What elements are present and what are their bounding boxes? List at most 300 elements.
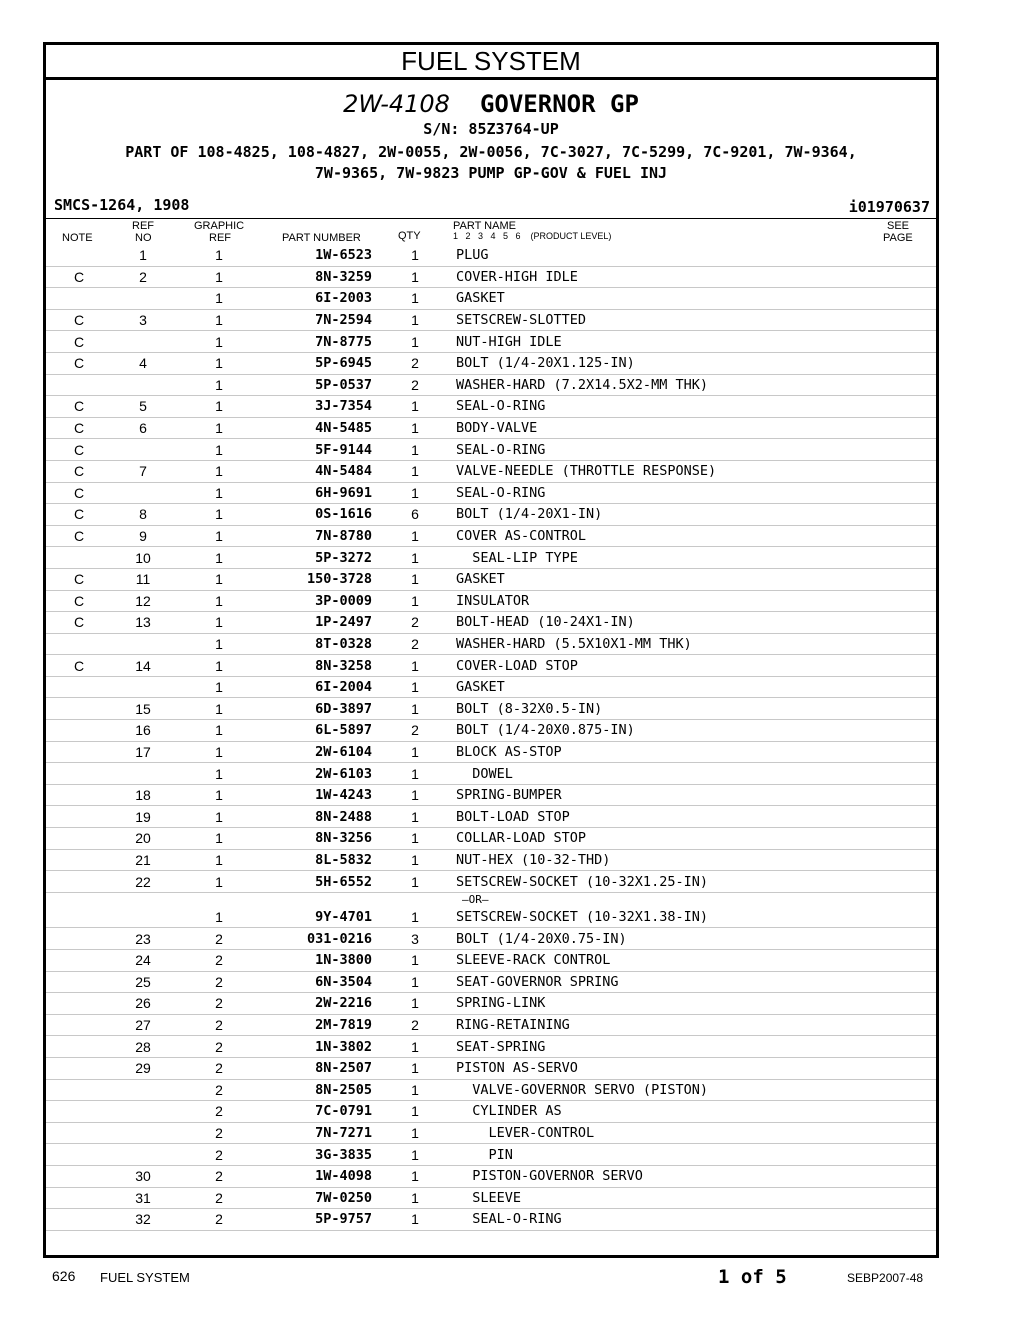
cell-ref-no [112,676,174,698]
cell-graphic-ref: 1 [174,504,264,526]
cell-note: C [46,439,112,461]
parts-table [46,245,936,1231]
cell-ref-no: 25 [112,971,174,993]
table-row [46,245,936,266]
cell-part-name: NUT-HEX (10-32-THD) [456,849,936,871]
footer-section: FUEL SYSTEM [100,1270,190,1285]
cell-part-name: BOLT (1/4-20X1.125-IN) [456,352,936,374]
cell-qty: 1 [374,784,456,806]
cell-part-number: 2W-2216 [264,993,374,1015]
cell-ref-no: 14 [112,655,174,677]
cell-note [46,907,112,928]
cell-qty: 2 [374,374,456,396]
table-row [46,1101,936,1123]
cell-graphic-ref: 2 [174,993,264,1015]
table-row [46,993,936,1015]
cell-part-number: 3J-7354 [264,396,374,418]
cell-graphic-ref: 1 [174,288,264,310]
cell-part-number: 5H-6552 [264,871,374,893]
cell-part-number: 5F-9144 [264,439,374,461]
cell-note [46,1079,112,1101]
cell-graphic-ref: 1 [174,849,264,871]
cell-or-label: —OR— [462,893,489,907]
cell-note [46,1209,112,1231]
cell-note: C [46,568,112,590]
cell-graphic-ref: 1 [174,784,264,806]
col-ref-bottom: NO [135,232,152,244]
cell-note [46,784,112,806]
cell-note: C [46,612,112,634]
cell-qty: 1 [374,288,456,310]
cell-note [46,288,112,310]
cell-graphic-ref: 2 [174,1036,264,1058]
cell-note [46,763,112,785]
table-row [46,1057,936,1079]
cell-graphic-ref: 2 [174,1144,264,1166]
table-row [46,720,936,742]
cell-note [46,1144,112,1166]
cell-ref-no: 16 [112,720,174,742]
cell-qty: 1 [374,245,456,266]
cell-part-name: SETSCREW-SLOTTED [456,309,936,331]
cell-note [46,633,112,655]
cell-qty: 1 [374,907,456,928]
cell-ref-no: 18 [112,784,174,806]
table-row [46,806,936,828]
cell-qty: 1 [374,676,456,698]
cell-note: C [46,590,112,612]
cell-ref-no: 11 [112,568,174,590]
cell-qty: 1 [374,828,456,850]
cell-part-number: 9Y-4701 [264,907,374,928]
cell-part-name: GASKET [456,288,936,310]
cell-graphic-ref: 1 [174,396,264,418]
cell-qty: 1 [374,266,456,288]
smcs-row [46,196,936,218]
cell-part-name: BOLT (8-32X0.5-IN) [456,698,936,720]
smcs-code: SMCS-1264, 1908 [54,196,190,214]
cell-note: C [46,655,112,677]
table-row [46,907,936,928]
cell-ref-no [112,374,174,396]
cell-graphic-ref: 1 [174,525,264,547]
cell-note: C [46,309,112,331]
cell-qty: 1 [374,417,456,439]
cell-part-name: SEAT-SPRING [456,1036,936,1058]
cell-ref-no: 5 [112,396,174,418]
col-product-levels: 1 2 3 4 5 6 (PRODUCT LEVEL) [453,231,612,241]
cell-part-number: 1N-3802 [264,1036,374,1058]
cell-qty: 1 [374,525,456,547]
cell-qty: 1 [374,309,456,331]
cell-graphic-ref: 2 [174,1014,264,1036]
cell-part-name: SPRING-LINK [456,993,936,1015]
cell-part-name: BOLT-HEAD (10-24X1-IN) [456,612,936,634]
table-row [46,374,936,396]
cell-part-name: BLOCK AS-STOP [456,741,936,763]
cell-part-number: 3P-0009 [264,590,374,612]
cell-qty: 1 [374,741,456,763]
cell-part-number: 4N-5484 [264,460,374,482]
cell-part-number: 8L-5832 [264,849,374,871]
table-row [46,633,936,655]
cell-note [46,950,112,972]
cell-part-number: 5P-3272 [264,547,374,569]
cell-gref [174,892,264,907]
cell-part-name: PIN [456,1144,936,1166]
cell-part-name: VALVE-GOVERNOR SERVO (PISTON) [456,1079,936,1101]
cell-note [46,720,112,742]
cell-ref-no: 3 [112,309,174,331]
cell-qty: 2 [374,1014,456,1036]
cell-note [46,698,112,720]
cell-graphic-ref: 2 [174,1209,264,1231]
cell-part-number: 8T-0328 [264,633,374,655]
cell-qty: 1 [374,763,456,785]
table-row [46,590,936,612]
cell-graphic-ref: 1 [174,590,264,612]
cell-graphic-ref: 1 [174,568,264,590]
cell-part-name: SEAL-O-RING [456,439,936,461]
cell-note: C [46,482,112,504]
cell-part-number: 6N-3504 [264,971,374,993]
table-row [46,676,936,698]
cell-note: C [46,352,112,374]
serial-number: S/N: 85Z3764-UP [423,120,559,138]
table-row [46,331,936,353]
cell-qty: 1 [374,1165,456,1187]
cell-ref-no: 21 [112,849,174,871]
cell-graphic-ref: 1 [174,309,264,331]
cell-ref-no: 2 [112,266,174,288]
cell-qty: 1 [374,1209,456,1231]
table-row [46,741,936,763]
table-row [46,396,936,418]
cell-ref-no: 1 [112,245,174,266]
cell-part-name: SEAL-LIP TYPE [456,547,936,569]
cell-part-number: 8N-3256 [264,828,374,850]
footer-page-of: 1 of 5 [718,1266,787,1288]
group-heading [46,90,936,118]
cell-note [46,245,112,266]
cell-ref-no [112,633,174,655]
cell-graphic-ref: 1 [174,907,264,928]
table-row [46,266,936,288]
cell-graphic-ref: 2 [174,1165,264,1187]
cell-qty [374,892,456,907]
cell-ref-no [112,1144,174,1166]
table-row [46,504,936,526]
cell-note: C [46,417,112,439]
cell-note: C [46,460,112,482]
cell-graphic-ref: 1 [174,741,264,763]
cell-note [46,1101,112,1123]
cell-part-name: SETSCREW-SOCKET (10-32X1.25-IN) [456,871,936,893]
cell-part-number: 8N-2507 [264,1057,374,1079]
cell-part-number: 2W-6103 [264,763,374,785]
cell-ref-no [112,1122,174,1144]
cell-graphic-ref: 1 [174,352,264,374]
cell-qty: 1 [374,655,456,677]
col-part-name: PART NAME [453,220,516,232]
cell-part-number: 3G-3835 [264,1144,374,1166]
table-row [46,1165,936,1187]
cell-graphic-ref: 1 [174,871,264,893]
cell-ref-no: 4 [112,352,174,374]
cell-qty: 2 [374,612,456,634]
cell-note [46,1057,112,1079]
cell-qty: 1 [374,950,456,972]
cell-qty: 1 [374,1057,456,1079]
cell-ref-no: 20 [112,828,174,850]
cell-ref-no: 6 [112,417,174,439]
cell-graphic-ref: 1 [174,720,264,742]
cell-qty: 2 [374,720,456,742]
cell-graphic-ref: 2 [174,1057,264,1079]
cell-part-number: 6I-2004 [264,676,374,698]
cell-note [46,1122,112,1144]
cell-part-name: SEAL-O-RING [456,482,936,504]
cell-part-name: SEAL-O-RING [456,396,936,418]
cell-note: C [46,504,112,526]
cell-graphic-ref: 1 [174,439,264,461]
cell-part-name: SLEEVE [456,1187,936,1209]
cell-qty: 2 [374,633,456,655]
cell-graphic-ref: 1 [174,417,264,439]
table-row [46,950,936,972]
table-row [46,547,936,569]
table-row [46,871,936,893]
cell-graphic-ref: 2 [174,1079,264,1101]
cell-ref-no: 9 [112,525,174,547]
cell-ref-no [112,331,174,353]
cell-graphic-ref: 1 [174,460,264,482]
cell-graphic-ref: 1 [174,547,264,569]
cell-part-name: INSULATOR [456,590,936,612]
cell-note [46,741,112,763]
cell-part-number: 1W-6523 [264,245,374,266]
cell-note [46,1165,112,1187]
part-of-line-2: 7W-9365, 7W-9823 PUMP GP-GOV & FUEL INJ [314,164,668,182]
cell-part-name: NUT-HIGH IDLE [456,331,936,353]
cell-note [46,892,112,907]
cell-part-number: 1W-4243 [264,784,374,806]
cell-part-name: SEAL-O-RING [456,1209,936,1231]
illustration-id: i01970637 [848,198,930,216]
cell-qty: 1 [374,871,456,893]
cell-note: C [46,331,112,353]
cell-ref-no: 27 [112,1014,174,1036]
cell-part-name: SETSCREW-SOCKET (10-32X1.38-IN) [456,907,936,928]
cell-qty: 1 [374,396,456,418]
cell-qty: 3 [374,928,456,950]
group-name: GOVERNOR GP [479,90,639,118]
table-row [46,460,936,482]
cell-graphic-ref: 1 [174,676,264,698]
cell-note [46,828,112,850]
col-note: NOTE [62,232,93,244]
cell-ref-no: 23 [112,928,174,950]
cell-part-number: 8N-2505 [264,1079,374,1101]
cell-graphic-ref: 1 [174,698,264,720]
cell-note [46,547,112,569]
cell-graphic-ref: 1 [174,245,264,266]
cell-qty: 1 [374,1144,456,1166]
cell-graphic-ref: 1 [174,763,264,785]
part-of-list [46,142,936,184]
part-of-line-1: PART OF 108-4825, 108-4827, 2W-0055, 2W-0056, 7C-3027, 7C-5299, 7C-9201, 7W-9364, [125,143,857,161]
footer-doc-id: SEBP2007-48 [847,1271,924,1285]
cell-part-name: BOLT-LOAD STOP [456,806,936,828]
cell-note [46,1014,112,1036]
cell-part-number: 0S-1616 [264,504,374,526]
cell-qty: 2 [374,352,456,374]
cell-qty: 1 [374,482,456,504]
table-row [46,849,936,871]
cell-part-number: 1P-2497 [264,612,374,634]
cell-part-number: 7N-2594 [264,309,374,331]
table-row [46,612,936,634]
cell-graphic-ref: 1 [174,374,264,396]
col-see-top: SEE [887,220,910,232]
table-row [46,352,936,374]
cell-note [46,374,112,396]
cell-part-number: 7C-0791 [264,1101,374,1123]
cell-ref-no: 29 [112,1057,174,1079]
table-row [46,1144,936,1166]
page-footer [52,1266,932,1290]
cell-part-number: 6L-5897 [264,720,374,742]
table-row [46,763,936,785]
group-number: 2W-4108 [343,90,450,118]
footer-page-number: 626 [52,1268,76,1284]
cell-ref-no [112,1079,174,1101]
cell-part-name: WASHER-HARD (5.5X10X1-MM THK) [456,633,936,655]
cell-part-name: CYLINDER AS [456,1101,936,1123]
table-row [46,439,936,461]
cell-part-number: 6I-2003 [264,288,374,310]
cell-qty: 1 [374,439,456,461]
cell-part-number: 4N-5485 [264,417,374,439]
cell-graphic-ref: 2 [174,971,264,993]
cell-ref-no [112,482,174,504]
cell-qty: 1 [374,1079,456,1101]
cell-graphic-ref: 1 [174,828,264,850]
cell-note [46,806,112,828]
cell-part-number: 7N-8780 [264,525,374,547]
table-row [46,1014,936,1036]
cell-part-name: PISTON-GOVERNOR SERVO [456,1165,936,1187]
cell-ref-no [112,288,174,310]
cell-part-number: 5P-6945 [264,352,374,374]
table-row [46,417,936,439]
cell-ref-no: 8 [112,504,174,526]
cell-ref-no [112,439,174,461]
cell-ref [112,892,174,907]
table-row [46,655,936,677]
cell-part-name: PISTON AS-SERVO [456,1057,936,1079]
cell-ref-no: 22 [112,871,174,893]
cell-part-name: VALVE-NEEDLE (THROTTLE RESPONSE) [456,460,936,482]
col-graphic-bottom: REF [209,232,231,244]
alternate-separator-row [46,892,936,907]
cell-qty: 1 [374,1101,456,1123]
cell-part-number: 7W-0250 [264,1187,374,1209]
col-ref-top: REF [132,220,154,232]
cell-qty: 1 [374,849,456,871]
cell-graphic-ref: 2 [174,1122,264,1144]
cell-qty: 1 [374,331,456,353]
table-row [46,1122,936,1144]
cell-ref-no [112,907,174,928]
cell-note [46,676,112,698]
cell-graphic-ref: 1 [174,331,264,353]
cell-part-number: 2M-7819 [264,1014,374,1036]
cell-note [46,928,112,950]
col-graphic-top: GRAPHIC [194,220,245,232]
cell-graphic-ref: 2 [174,1101,264,1123]
cell-qty: 1 [374,460,456,482]
parts-list-frame [43,42,939,1258]
table-row [46,568,936,590]
cell-qty: 1 [374,806,456,828]
table-row [46,971,936,993]
cell-ref-no: 12 [112,590,174,612]
cell-part-name: COVER-LOAD STOP [456,655,936,677]
cell-part-number: 2W-6104 [264,741,374,763]
cell-ref-no: 32 [112,1209,174,1231]
column-headers [46,218,936,245]
cell-part-name: PLUG [456,245,936,266]
cell-part-number: 8N-2488 [264,806,374,828]
cell-part-name: DOWEL [456,763,936,785]
table-row [46,309,936,331]
cell-part-number: 6D-3897 [264,698,374,720]
cell-note: C [46,396,112,418]
cell-ref-no: 30 [112,1165,174,1187]
cell-part-number: 031-0216 [264,928,374,950]
cell-note [46,1036,112,1058]
col-see-bottom: PAGE [883,232,913,244]
table-row [46,698,936,720]
cell-note: C [46,525,112,547]
cell-ref-no: 10 [112,547,174,569]
col-qty: QTY [398,230,421,242]
cell-graphic-ref: 2 [174,928,264,950]
table-row [46,784,936,806]
cell-graphic-ref: 1 [174,612,264,634]
cell-qty: 6 [374,504,456,526]
table-row [46,1187,936,1209]
cell-ref-no: 26 [112,993,174,1015]
cell-note [46,971,112,993]
cell-qty: 1 [374,1036,456,1058]
cell-part-name: SPRING-BUMPER [456,784,936,806]
cell-graphic-ref: 2 [174,1187,264,1209]
cell-part-number: 7N-8775 [264,331,374,353]
cell-part-name: COLLAR-LOAD STOP [456,828,936,850]
cell-note [46,849,112,871]
cell-graphic-ref: 1 [174,655,264,677]
table-row [46,828,936,850]
cell-note: C [46,266,112,288]
cell-ref-no [112,1101,174,1123]
cell-part-name: COVER AS-CONTROL [456,525,936,547]
table-row [46,482,936,504]
cell-part-number: 6H-9691 [264,482,374,504]
cell-ref-no: 19 [112,806,174,828]
cell-pn [264,892,374,907]
